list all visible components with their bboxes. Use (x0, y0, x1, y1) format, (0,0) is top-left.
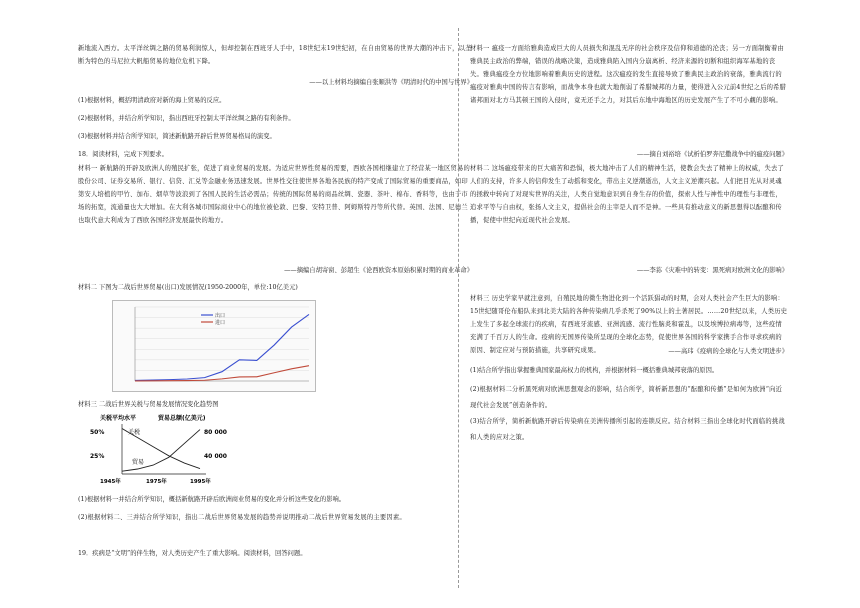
trade-annotation: 贸易 (132, 459, 145, 466)
top-text: 新地流入西方。太平洋丝绸之路的贸易利润惊人，但却控制在西班牙人手中，18世纪末19世纪初，在自由贸易的世界大潮的冲击下，以垄断为特色的马尼拉大帆船贸易的地位危机下降。 (78, 45, 472, 65)
x-tick-0: 1945年 (100, 479, 121, 485)
q19-material-1-source: ——摘自刘裕培《试析伯罗奔尼撒战争中的瘟疫问题》 (636, 151, 788, 158)
q19-question-3: (3)结合所学，简析新航路开辟后传染病在美洲传播所引起的连锁反应。结合材料三指出全球化时代面临的挑战和人类的应对之策。 (470, 418, 785, 441)
q19-title: 19．疾病是“文明”的伴生物，对人类历史产生了重大影响。阅读材料，回答问题。 (78, 550, 307, 557)
q18-material-1: 材料一 新航路的开辟及欧洲人的殖民扩张，促进了商业贸易的发展。为适应世界性贸易的需要，西欧各国相继建立了经营某一地区贸易的股份公司、证券交易所、银行、信贷、汇兑等金融业务迅速发展。世界性交往使世界各地各民族的特产变成了国际贸易的重要商品，如印第安人培植的甲竹、加布、烟草等波浪到了各国人民的生活必需品；传统的国际贸易的商品丝绸、瓷器、茶叶、棉布、香料等，也由于市场的拓宽，流通量也大大增加。在大利各城市国际商业中心的地位被伦敦、巴黎、安特卫普、阿姆斯特丹等所代替。英国、法国、尼德兰也取代意大利成为了西欧各国经济发展最快的地方。 (78, 165, 471, 224)
right-tick-1: 40 000 (204, 453, 227, 460)
x-tick-2: 1995年 (190, 479, 211, 485)
top-question-3: (3)根据材料并结合所学知识，简述新航路开辟后世界贸易格局的演变。 (78, 133, 276, 140)
q18-material-1-source: ——摘编自胡寄窗、彭超生《论西欧资本原始积累时期的商业革命》 (284, 267, 473, 274)
q19-material-3-source: ——高玮《疫病的全球化与人类文明进步》 (668, 348, 788, 355)
column-divider (458, 28, 459, 588)
series-line-1 (135, 366, 309, 381)
trade-growth-svg (113, 301, 315, 391)
left-tick-1: 25% (90, 453, 105, 460)
x-tick-1: 1975年 (146, 479, 167, 485)
top-source: ——以上材料均摘编自张顺洪等《明清时代的中国与世界》 (309, 79, 473, 86)
q18-title: 18．阅读材料，完成下列要求。 (78, 151, 168, 158)
left-tick-0: 50% (90, 429, 105, 436)
top-question-2: (2)根据材料，并结合所学知识，指出西班牙控制太平洋丝绸之路的有利条件。 (78, 115, 295, 122)
trade-growth-chart (112, 300, 316, 392)
right-tick-0: 80 000 (204, 429, 227, 436)
q18-material-2-title: 材料二 下图为二战后世界贸易(出口)发展情况(1950-2000年，单位:10亿美元) (78, 284, 298, 291)
tariff-trade-chart (88, 412, 238, 490)
top-question-1: (1)根据材料，概括明清政府对新的海上贸易的反应。 (78, 97, 226, 104)
q18-question-1: (1)根据材料一并结合所学知识，概括新航路开辟后欧洲商业贸易的变化并分析这些变化的影响。 (78, 496, 346, 503)
right-axis-label: 贸易总额(亿美元) (158, 415, 206, 422)
q19-question-2: (2)根据材料二分析黑死病对欧洲思想观念的影响，结合所学，简析新思想的“酝酿和传播”是如何为欧洲“向近现代社会发展”创造条件的。 (470, 386, 783, 409)
q19-material-2-source: ——李荪《灾难中的转变：黑死病对欧洲文化的影响》 (636, 267, 788, 274)
q19-question-1: (1)结合所学指出掌握雅典国家最高权力的机构，并根据材料一概括雅典城邦衰落的原因。 (470, 367, 719, 374)
q19-material-3: 材料三 历史学家早就注意到，自殖民地的微生物进化到一个活跃猖动的时期，会对人类社会产生巨大的影响：15世纪随哥伦布船队来到北美大陆的各种传染病几乎杀死了90%以上的土著居民。……20世纪以来，人类历史上发生了多起全球流行的疾病，有西班牙流感、亚洲流感、流行性脑炎和霍乱，以及埃博拉病毒等，这些疫情充满了千百万人的生命。疫病的无国界传染所呈现的全球化态势，促使世界各国的科学家携手合作寻求疾病的原因、制定应对与预防措施，共享研究成果。 (470, 295, 788, 354)
q18-material-3-title: 材料三 二战后世界关税与贸易发展情况变化趋势图 (78, 401, 219, 408)
tariff-trade-svg (88, 412, 238, 490)
q19-material-2: 材料二 这场瘟疫带来的巨大痛苦和恐惧，极大地冲击了人们的精神生活，使教会失去了精神上的权威，失去了人们的支持，许多人的信仰发生了动摇和变化，带出主义逆潮逝出，人文主义逆潮兴起。人们把目光从对灵魂的拯救中转向了对现实世界的关注，人类自觉地意识到自身生存的价值，探索人性与神性中的理性与非理性，追求平等与自由权，张扬人文主义，提倡社会的主宰是人而不是神。一些具有推动意义的新思想得以酝酿和传播，促使中世纪向近现代社会发展。 (470, 165, 785, 224)
legend-label-0: 出口 (215, 313, 226, 319)
q18-question-2: (2)根据材料二、三并结合所学知识，指出二战后世界贸易发展的趋势并说明推动二战后世界贸易发展的主要因素。 (78, 514, 406, 521)
left-axis-label: 关税平均水平 (100, 415, 137, 422)
tariff-annotation: 关税 (128, 429, 141, 436)
q19-material-1: 材料一 瘟疫一方面给雅典造成巨大的人员损失和混乱无序的社会秩序及信仰和道德的沦丧；另一方面制衡着由雅典民主政治的弊端，错误的战略决策，造成雅典陷入国内分崩离析、经济来源的切断和组织海军基地的丧失。雅典瘟疫全方位地影响着雅典历史的进程。这次瘟疫的发生直接导致了雅典民主政治的衰落，雅典流行的瘟疫对雅典中国的传言有影响，而战争本身也就大地削弱了希腊城邦的力量，使得进入公元前4世纪之后的希腊诸邦面对北方马其顿王国的入侵时，竟无还手之力，对其后东地中海地区的历史发展产生了不可小觑的影响。 (470, 45, 787, 104)
legend-label-1: 进口 (215, 320, 226, 326)
